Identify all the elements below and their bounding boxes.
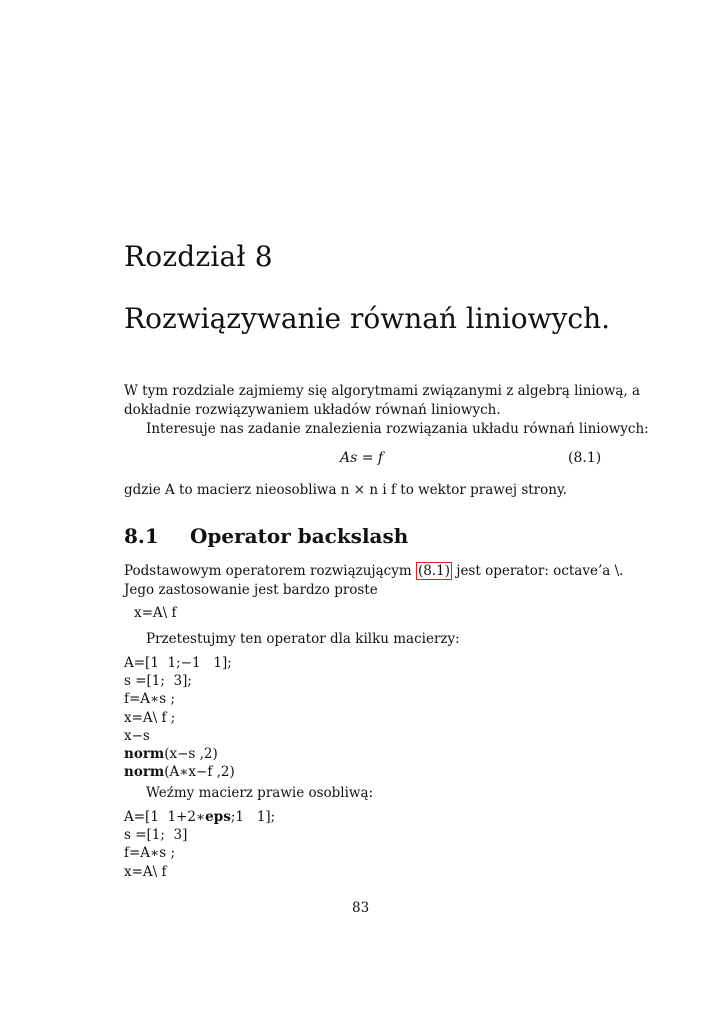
section-number: 8.1 [124,524,159,548]
code-block-2 [124,654,235,781]
code-text: (x−s ,2) [164,746,218,763]
page-number: 83 [352,900,370,916]
section-line-1-end: jest operator: octave’a \. [451,563,624,579]
equation-number: (8.1) [568,450,602,466]
code-block-1: x=A\ f [134,605,177,621]
code-text: ;1 1]; [230,809,276,825]
code-keyword: norm [124,746,165,763]
equation: As = f [340,450,384,466]
code-line [124,808,275,826]
intro-line-1: W tym rozdziale zajmiemy się algorytmami związanymi z algebrą liniową, a [124,383,641,399]
test-paragraph: Przetestujmy ten operator dla kilku macierzy: [146,631,460,647]
code-line: f=A∗s ; [124,691,176,708]
chapter-title: Rozwiązywanie równań liniowych. [124,302,611,335]
code-line [124,763,235,781]
code-line: f=A∗s ; [124,845,176,862]
intro-paragraph-3: gdzie A to macierz nieosobliwa n × n i f to wektor prawej strony. [124,482,568,498]
code-line: x=A\ f [124,863,167,880]
intro-line-2: dokładnie rozwiązywaniem układów równań liniowych. [124,402,501,418]
intro-paragraph [124,382,641,420]
code-text: A=[1 1+2∗ [124,809,206,825]
chapter-label: Rozdział 8 [124,240,273,273]
section-paragraph [124,562,624,600]
section-title: Operator backslash [190,524,409,548]
equation-ref-link[interactable]: (8.1) [417,563,450,579]
code-line: A=[1 1;−1 1]; [124,655,232,671]
code-keyword: eps [205,809,231,825]
section-line-2: Jego zastosowanie jest bardzo proste [124,582,378,598]
intro-paragraph-2: Interesuje nas zadanie znalezienia rozwiązania układu równań liniowych: [146,421,649,437]
code-line: x−s [124,727,150,744]
section-line-1-start: Podstawowym operatorem rozwiązującym [124,563,416,579]
code-text: (A∗x−f ,2) [164,764,235,781]
code-line: s =[1; 3]; [124,673,192,690]
code-keyword: norm [124,764,165,781]
section-heading [124,524,408,548]
code-line: x=A\ f ; [124,709,176,726]
section-line-1 [124,562,624,581]
code-line: s =[1; 3] [124,827,188,844]
nearly-singular-paragraph: Weźmy macierz prawie osobliwą: [146,785,374,801]
code-line [124,745,235,763]
code-block-3 [124,808,275,881]
